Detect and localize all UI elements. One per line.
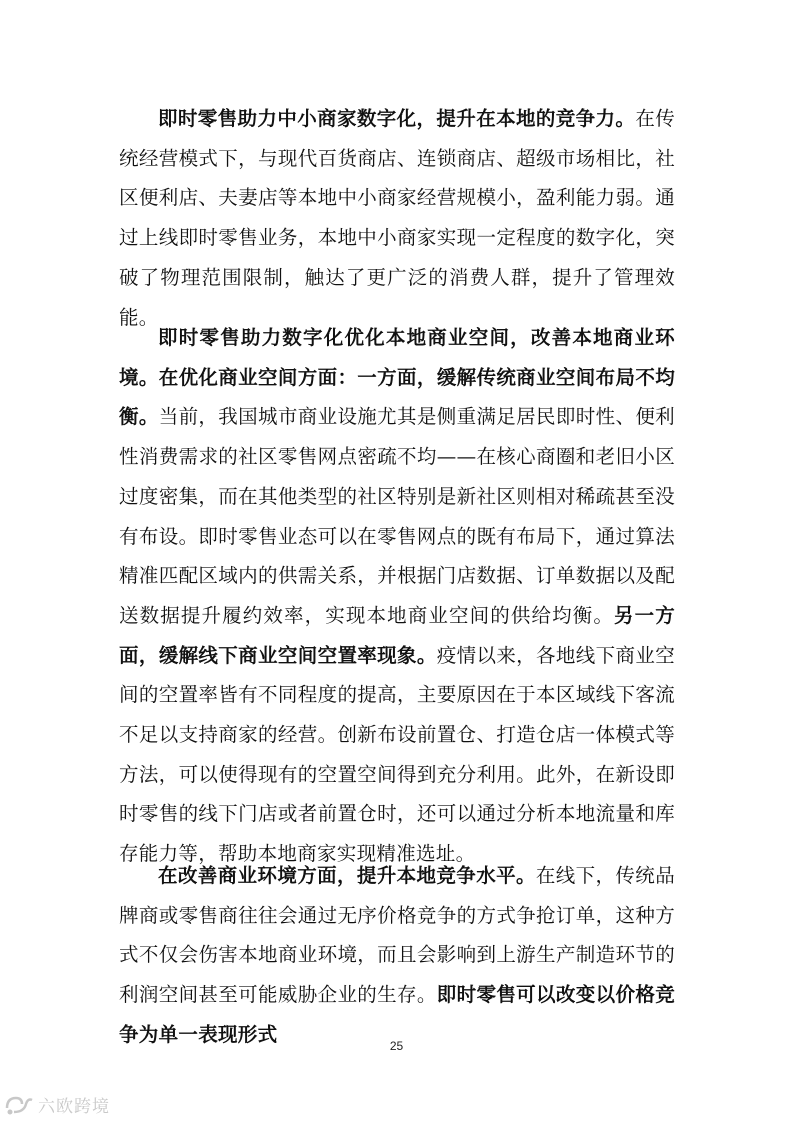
paragraph-1-body: 在传统经营模式下，与现代百货商店、连锁商店、超级市场相比，社区便利店、夫妻店等本地中小商家经营规模小，盈利能力弱。通过上线即时零售业务，本地中小商家实现一定程度的数字化，突破了物理范围限制，触达了更广泛的消费人群，提升了管理效能。 — [119, 107, 676, 329]
paragraph-3-heading: 在改善商业环境方面，提升本地竞争水平。 — [158, 864, 536, 887]
watermark-logo-icon — [4, 1094, 34, 1116]
paragraph-2-body-2: 疫情以来，各地线下商业空间的空置率皆有不同程度的提高，主要原因在于本区域线下客流不足以支持商家的经营。创新布设前置仓、打造仓店一体模式等方法，可以使得现有的空置空间得到充分利用。此外，在新设即时零售的线下门店或者前置仓时，还可以通过分析本地流量和库存能力等，帮助本地商家实现精准选址。 — [119, 643, 675, 866]
paragraph-3-trailing-bold: 即时零售可以改变以价格竞争为单一表现形式 — [119, 983, 675, 1046]
paragraph-2 — [119, 318, 675, 874]
paragraph-2-subheading: 另一方面，缓解线下商业空间空置率现象。 — [119, 603, 675, 667]
paragraph-3-body: 在线下，传统品牌商或零售商往往会通过无序价格竞争的方式争抢订单，这种方式不仅会伤害本地商业环境，而且会影响到上游生产制造环节的利润空间甚至可能威胁企业的生存。 — [119, 864, 676, 1007]
paragraph-2-heading: 即时零售助力数字化优化本地商业空间，改善本地商业环境。在优化商业空间方面：一方面，缓解传统商业空间布局不均衡。 — [119, 326, 675, 429]
paragraph-1 — [119, 99, 675, 337]
watermark — [4, 1092, 110, 1117]
paragraph-1-heading: 即时零售助力中小商家数字化，提升在本地的竞争力。 — [158, 107, 636, 130]
paragraph-2-body-1: 当前，我国城市商业设施尤其是侧重满足居民即时性、便利性消费需求的社区零售网点密疏不均——在核心商圈和老旧小区过度密集，而在其他类型的社区特别是新社区则相对稀疏甚至没有布设。即时零售业态可以在零售网点的既有布局下，通过算法精准匹配区域内的供需关系，并根据门店数据、订单数据以及配送数据提升履约效率，实现本地商业空间的供给均衡。 — [119, 405, 675, 627]
paragraph-3 — [119, 856, 675, 1055]
page-number: 25 — [389, 1039, 404, 1053]
watermark-text: 六欧跨境 — [38, 1097, 110, 1117]
